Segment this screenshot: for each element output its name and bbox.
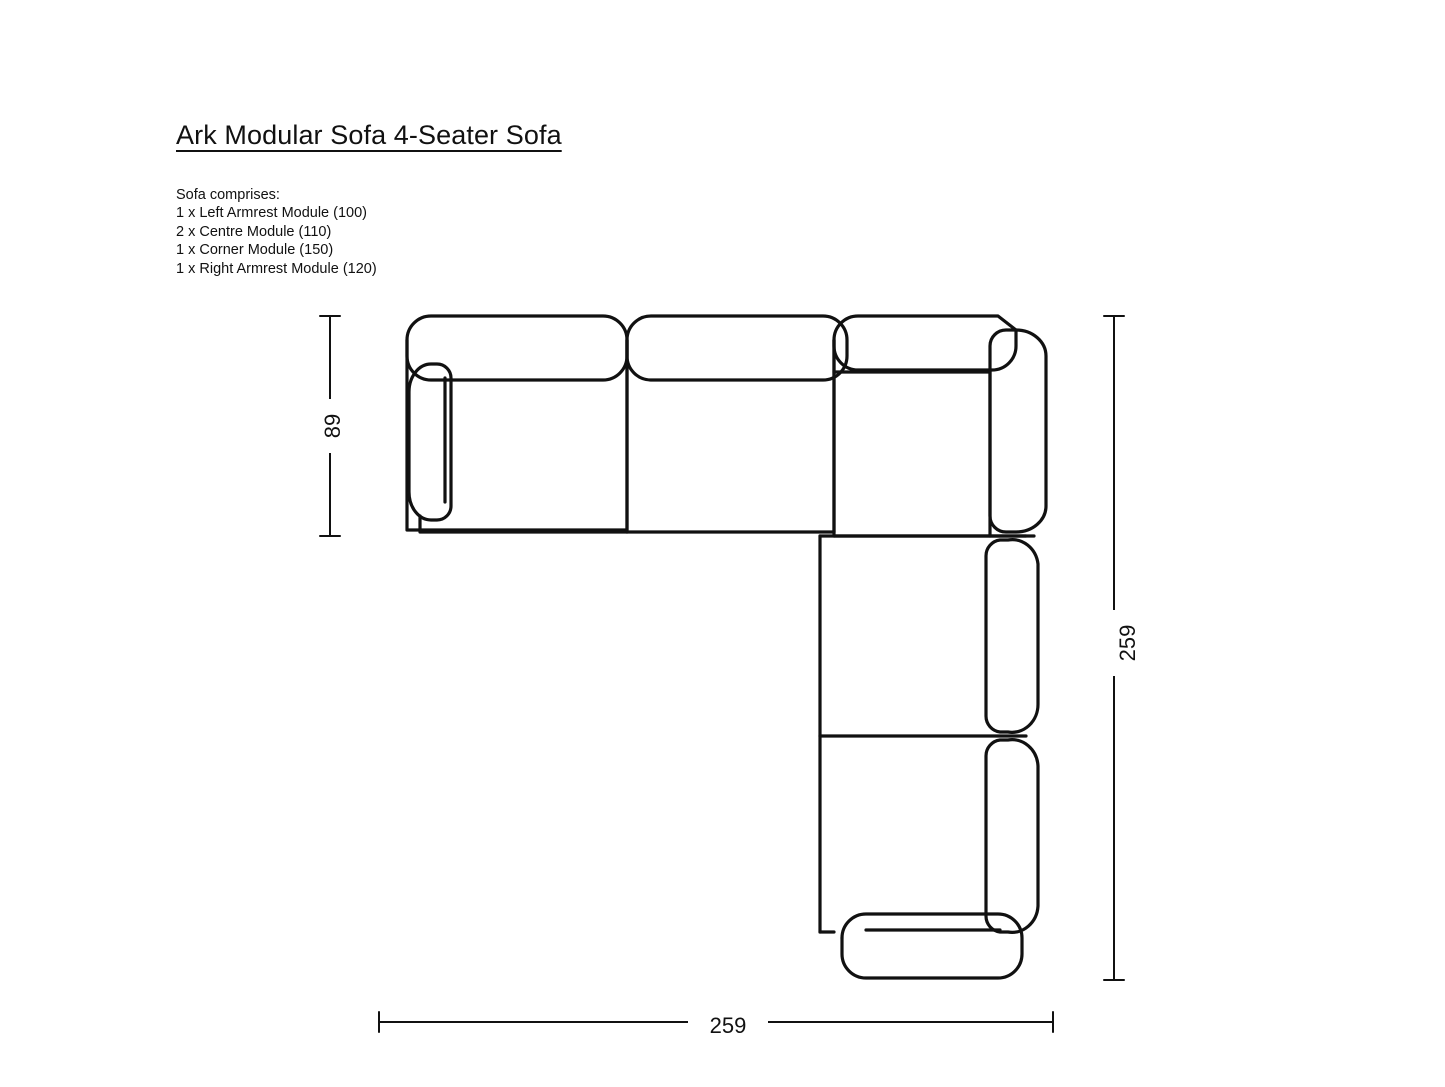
dimension-height-label: 89 xyxy=(318,399,348,453)
comprises-heading: Sofa comprises: xyxy=(176,187,280,203)
left-module-back-cushion xyxy=(407,316,627,380)
comprises-item: 1 x Corner Module (150) xyxy=(176,242,334,259)
comprises-item: 2 x Centre Module (110) xyxy=(176,223,332,240)
comprises-item: 1 x Right Armrest Module (120) xyxy=(176,260,377,277)
right-module-back-cushion xyxy=(986,740,1038,933)
page-title: Ark Modular Sofa 4-Seater Sofa xyxy=(176,120,562,150)
dimension-width-label: 259 xyxy=(688,1011,768,1041)
right-module-armrest xyxy=(842,914,1022,978)
centre-module-2-back-cushion xyxy=(986,540,1038,733)
corner-module-right-armrest xyxy=(990,330,1046,532)
comprises-item: 1 x Left Armrest Module (100) xyxy=(176,205,367,222)
dimension-depth-label: 259 xyxy=(1113,610,1143,676)
left-module-body xyxy=(407,340,627,530)
centre-module-1-back-cushion xyxy=(627,316,847,380)
